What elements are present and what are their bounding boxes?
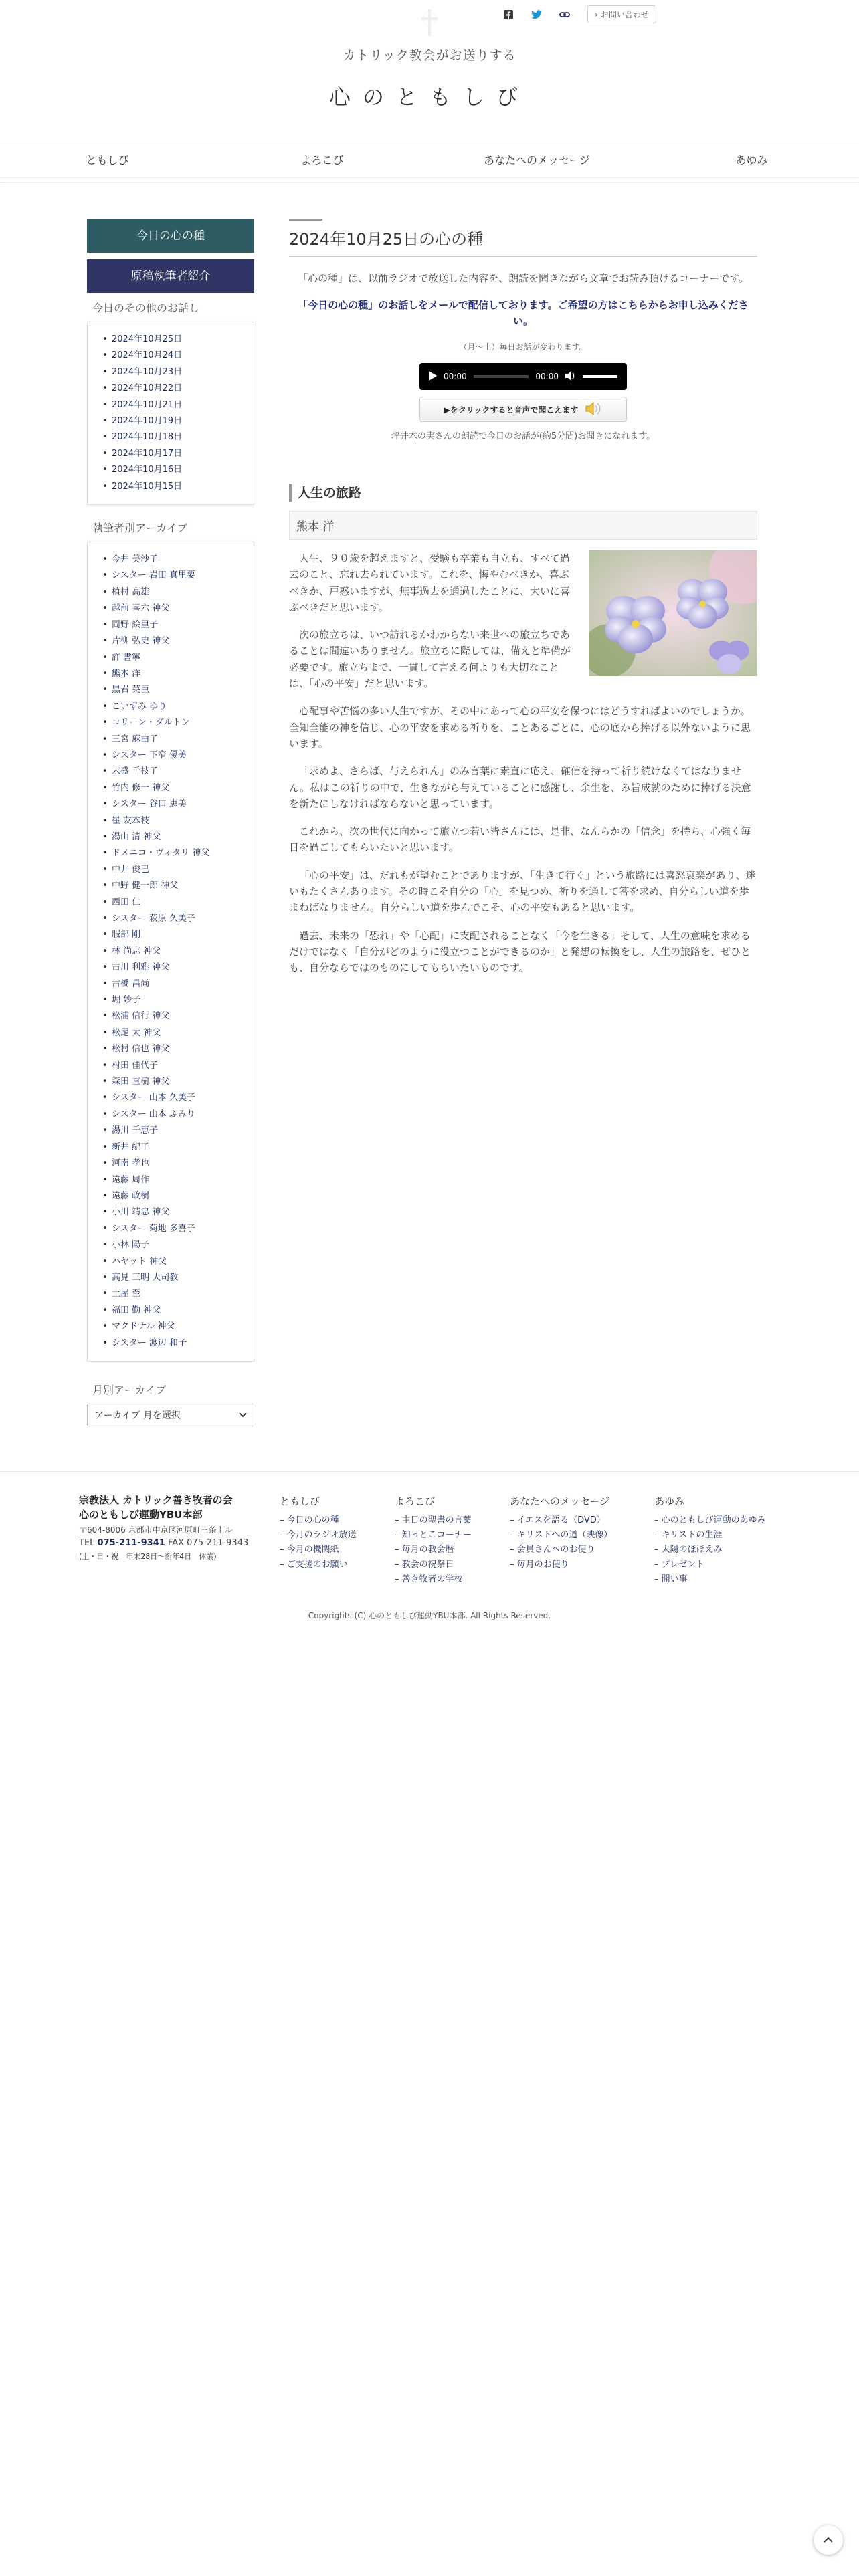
footer-link-list bbox=[280, 1513, 357, 1572]
pansy-flower-image bbox=[589, 550, 757, 676]
author-link[interactable]: • 松浦 信行 神父 bbox=[102, 1008, 246, 1025]
author-link[interactable]: • 今井 美沙子 bbox=[102, 552, 246, 568]
schedule-note: （月〜土）毎日お話が変わります。 bbox=[459, 342, 587, 352]
title-rule bbox=[289, 219, 322, 221]
main-content bbox=[289, 219, 757, 988]
date-link[interactable]: • 2024年10月24日 bbox=[102, 348, 246, 364]
author-link[interactable]: • 中野 健一郎 神父 bbox=[102, 878, 246, 894]
author-link[interactable]: • 片柳 弘史 神父 bbox=[102, 633, 246, 649]
author-link[interactable]: • 林 尚志 神父 bbox=[102, 944, 246, 960]
footer-link[interactable]: – 今日の心の種 bbox=[280, 1513, 357, 1528]
nav-item-ayumi[interactable]: あゆみ bbox=[735, 154, 768, 167]
footer-link[interactable]: – キリストへの道（映像） bbox=[510, 1528, 612, 1543]
author-link[interactable]: • シスター 谷口 恵美 bbox=[102, 796, 246, 813]
article-paragraph: 次の旅立ちは、いつ訪れるかわからない来世への旅立ちであることは間違いありません。旅立ちに際しては、備えと準備が必要です。旅立ちまで、一貫して言える何よりも大切なことは、「心の平安」だと思います。 bbox=[289, 629, 571, 690]
author-link[interactable]: • 松村 信也 神父 bbox=[102, 1041, 246, 1057]
author-name: 熊本 洋 bbox=[289, 511, 757, 540]
back-to-top-button[interactable] bbox=[814, 2525, 843, 2555]
voice-play-button[interactable] bbox=[419, 397, 627, 422]
org-phone bbox=[79, 1537, 260, 1550]
author-link[interactable]: • シスター 萩原 久美子 bbox=[102, 911, 246, 927]
article-paragraph: 「求めよ、さらば、与えられん」のみ言葉に素直に応え、確信を持って祈り続けなくてはなりません。私はこの祈りの中で、生きながら与えていることに感謝し、余生を、み旨成就のために捧げる決意を新たにしなければならないと思っています。 bbox=[289, 765, 751, 810]
author-link[interactable]: • こいずみ ゆり bbox=[102, 699, 246, 715]
footer-column-title[interactable]: よろこび bbox=[395, 1495, 436, 1507]
author-list bbox=[102, 552, 246, 1352]
footer-column-title[interactable]: あゆみ bbox=[654, 1495, 685, 1507]
author-link[interactable]: • 許 書寧 bbox=[102, 650, 246, 666]
footer-link[interactable]: – 毎月のお便り bbox=[510, 1558, 612, 1572]
author-link[interactable]: • 黒岩 英臣 bbox=[102, 682, 246, 698]
facebook-icon[interactable] bbox=[503, 9, 514, 20]
monthly-archive-heading: 月別アーカイブ bbox=[92, 1383, 167, 1396]
volume-slider[interactable] bbox=[583, 375, 617, 378]
business-hours: (土・日・祝 年末28日〜新年4日 休業) bbox=[79, 1552, 217, 1561]
author-link[interactable]: • 高見 三明 大司教 bbox=[102, 1270, 246, 1286]
author-link[interactable]: • 古橋 昌尚 bbox=[102, 976, 246, 992]
footer-column bbox=[280, 1494, 357, 1572]
authors-list-box bbox=[87, 542, 254, 1362]
date-link[interactable]: • 2024年10月18日 bbox=[102, 429, 246, 445]
speaker-icon bbox=[585, 402, 602, 417]
play-icon[interactable] bbox=[429, 371, 437, 383]
org-division: 心のともしび運動YBU本部 bbox=[79, 1509, 203, 1521]
audio-duration: 00:00 bbox=[535, 372, 559, 381]
mail-subscribe-link[interactable]: 「今日の心の種」のお話しをメールで配信しております。ご希望の方はこちらからお申し込みください。 bbox=[298, 299, 749, 327]
social-links bbox=[503, 5, 656, 23]
org-name: 宗教法人 カトリック善き牧者の会 bbox=[79, 1494, 233, 1506]
author-link[interactable]: • 遠藤 政樹 bbox=[102, 1188, 246, 1204]
footer-link[interactable]: – 会員さんへのお便り bbox=[510, 1543, 612, 1558]
footer-link[interactable]: – 知っとこコーナー bbox=[395, 1528, 472, 1543]
author-link[interactable]: • 古川 利雅 神父 bbox=[102, 960, 246, 976]
author-link[interactable]: • 村田 佳代子 bbox=[102, 1058, 246, 1074]
date-link[interactable]: • 2024年10月21日 bbox=[102, 397, 246, 413]
footer-divider bbox=[0, 1471, 859, 1472]
cross-logo-icon bbox=[419, 9, 440, 36]
date-link[interactable]: • 2024年10月16日 bbox=[102, 462, 246, 478]
voice-button-label: ▶をクリックすると音声で聞こえます bbox=[444, 405, 579, 415]
section-heading: 人生の旅路 bbox=[289, 484, 757, 502]
tel-label: TEL bbox=[79, 1538, 95, 1548]
footer-column-title[interactable]: ともしび bbox=[280, 1495, 320, 1507]
author-link[interactable]: • シスター 下窄 優美 bbox=[102, 748, 246, 764]
date-link[interactable]: • 2024年10月19日 bbox=[102, 413, 246, 429]
footer-link-list bbox=[395, 1513, 472, 1587]
footer-link[interactable]: – 教会の祝祭日 bbox=[395, 1558, 472, 1572]
author-link[interactable]: • 湯山 清 神父 bbox=[102, 829, 246, 845]
date-link[interactable]: • 2024年10月15日 bbox=[102, 479, 246, 495]
author-link[interactable]: • 土屋 至 bbox=[102, 1286, 246, 1302]
author-link[interactable]: • 小川 靖忠 神父 bbox=[102, 1204, 246, 1220]
audio-progress[interactable] bbox=[474, 375, 529, 378]
article-paragraph: これから、次の世代に向かって旅立つ若い皆さんには、是非、なんらかの「信念」を持ち、心強く毎日を過ごしてもらいたいと思います。 bbox=[289, 825, 751, 854]
date-list bbox=[102, 332, 246, 495]
article-paragraph: 「心の平安」は、だれもが望むことでありますが、「生きて行く」という旅路には喜怒哀楽があり、迷いもたくさんあります。その時こそ自分の「心」を見つめ、祈りを通して答を求め、自分らしい道を歩まねばなりません。自分らしい道を歩んでこそ、心の平安もあると思います。 bbox=[289, 869, 756, 914]
footer-link[interactable]: – ご支援のお願い bbox=[280, 1558, 357, 1572]
author-link[interactable]: • コリーン・ダルトン bbox=[102, 715, 246, 731]
author-link[interactable]: • 植村 高雄 bbox=[102, 584, 246, 601]
contact-label: お問い合わせ bbox=[600, 10, 649, 19]
main-nav bbox=[0, 144, 859, 177]
author-link[interactable]: • 堀 妙子 bbox=[102, 992, 246, 1008]
today-seed-button[interactable]: 今日の心の種 bbox=[87, 219, 254, 253]
date-link[interactable]: • 2024年10月23日 bbox=[102, 364, 246, 381]
nav-item-yorokobi[interactable]: よろこび bbox=[300, 154, 344, 167]
author-link[interactable]: • 西田 仁 bbox=[102, 895, 246, 911]
author-link[interactable]: • 崔 友本枝 bbox=[102, 813, 246, 829]
author-link[interactable]: • シスター 岩田 真里要 bbox=[102, 568, 246, 584]
reader-note: 坪井木の実さんの朗読で今日のお話が(約5分間)お聞きになれます。 bbox=[391, 431, 656, 441]
chevron-right-icon: › bbox=[595, 9, 598, 19]
audio-player bbox=[419, 363, 627, 390]
article-paragraph: 過去、未来の「恐れ」や「心配」に支配されることなく「今を生きる」そして、人生の意味を求めるだけではなく「自分がどのように役立つことができるのか」と発想の転換をし、人生の旅路を、ぜひとも、自分ならではのものにしてもらいたいものです。 bbox=[289, 929, 751, 974]
article-paragraph: 心配事や苦悩の多い人生ですが、その中にあって心の平安を保つにはどうすればよいのでしょうか。全知全能の神を信じ、心の平安を求める祈りを、ことあるごとに、心の底から捧げる以外ないように思います。 bbox=[289, 705, 751, 750]
author-link[interactable]: • 中井 俊已 bbox=[102, 862, 246, 878]
footer-link[interactable]: – 太陽のほほえみ bbox=[654, 1543, 766, 1558]
author-link[interactable]: • シスター 山本 久美子 bbox=[102, 1090, 246, 1106]
article-body bbox=[289, 550, 757, 976]
author-link[interactable]: • 河南 孝也 bbox=[102, 1156, 246, 1172]
org-address: 〒604-8006 京都市中京区河原町三条上ル bbox=[79, 1525, 233, 1535]
author-link[interactable]: • 末盛 千枝子 bbox=[102, 764, 246, 780]
site-subtitle: カトリック教会がお送りする bbox=[343, 48, 516, 63]
author-link[interactable]: • 新井 紀子 bbox=[102, 1140, 246, 1156]
author-link[interactable]: • 越前 喜六 神父 bbox=[102, 601, 246, 617]
footer-link[interactable]: – 開い事 bbox=[654, 1572, 766, 1587]
footer-link[interactable]: – 今月のラジオ放送 bbox=[280, 1528, 357, 1543]
date-link[interactable]: • 2024年10月22日 bbox=[102, 381, 246, 397]
author-link[interactable]: • 熊本 洋 bbox=[102, 666, 246, 682]
monthly-archive-select[interactable] bbox=[87, 1404, 254, 1426]
audio-current-time: 00:00 bbox=[444, 372, 467, 381]
footer-link-list bbox=[510, 1513, 612, 1572]
author-link[interactable]: • 松尾 太 神父 bbox=[102, 1025, 246, 1041]
date-list-box bbox=[87, 322, 254, 505]
contact-button[interactable] bbox=[587, 5, 656, 23]
post-title: 2024年10月25日の心の種 bbox=[289, 226, 757, 257]
author-link[interactable]: • 岡野 絵里子 bbox=[102, 617, 246, 633]
tel-number[interactable]: 075-211-9341 bbox=[97, 1538, 165, 1548]
twitter-icon[interactable] bbox=[531, 9, 542, 20]
footer-link[interactable]: – 今月の機関紙 bbox=[280, 1543, 357, 1558]
monthly-archive-value: アーカイブ 月を選択 bbox=[94, 1410, 181, 1421]
footer-column bbox=[395, 1494, 472, 1587]
link-icon[interactable] bbox=[559, 9, 570, 20]
nav-item-tomoshibi[interactable]: ともしび bbox=[86, 154, 129, 167]
copyright: Copyrights (C) 心のともしび運動YBU本部. All Rights Reserved. bbox=[308, 1611, 551, 1620]
nav-divider bbox=[0, 182, 859, 183]
author-link[interactable]: • 服部 剛 bbox=[102, 927, 246, 943]
chevron-up-icon bbox=[824, 2537, 833, 2543]
date-link[interactable]: • 2024年10月25日 bbox=[102, 332, 246, 348]
author-link[interactable]: • シスター 渡辺 和子 bbox=[102, 1335, 246, 1352]
author-link[interactable]: • ドメニコ・ヴィタリ 神父 bbox=[102, 845, 246, 861]
author-link[interactable]: • 小林 陽子 bbox=[102, 1237, 246, 1253]
site-title[interactable]: 心のともしび bbox=[328, 84, 530, 110]
footer-link[interactable]: – 毎月の教会暦 bbox=[395, 1543, 472, 1558]
date-link[interactable]: • 2024年10月17日 bbox=[102, 446, 246, 462]
chevron-down-icon bbox=[239, 1410, 247, 1420]
footer-column-title[interactable]: あなたへのメッセージ bbox=[510, 1495, 610, 1507]
footer-link[interactable]: – 善き牧者の学校 bbox=[395, 1572, 472, 1587]
footer-link[interactable]: – プレゼント bbox=[654, 1558, 766, 1572]
author-link[interactable]: • マクドナル 神父 bbox=[102, 1319, 246, 1335]
footer-column bbox=[654, 1494, 766, 1587]
footer-link[interactable]: – イエスを語る（DVD） bbox=[510, 1513, 612, 1528]
author-link[interactable]: • 福田 勤 神父 bbox=[102, 1303, 246, 1319]
author-link[interactable]: • 森田 直樹 神父 bbox=[102, 1074, 246, 1090]
author-link[interactable]: • 湯川 千恵子 bbox=[102, 1123, 246, 1139]
sidebar bbox=[87, 219, 254, 1426]
footer-link[interactable]: – 心のともしび運動のあゆみ bbox=[654, 1513, 766, 1528]
other-stories-heading: 今日のその他のお話し bbox=[92, 302, 200, 314]
author-link[interactable]: • 三宮 麻由子 bbox=[102, 732, 246, 748]
footer-column bbox=[510, 1494, 612, 1572]
author-link[interactable]: • ハヤット 神父 bbox=[102, 1254, 246, 1270]
footer-link[interactable]: – 主日の聖書の言葉 bbox=[395, 1513, 472, 1528]
nav-item-message[interactable]: あなたへのメッセージ bbox=[483, 154, 591, 167]
footer-organization bbox=[79, 1493, 260, 1564]
author-link[interactable]: • シスター 菊地 多喜子 bbox=[102, 1221, 246, 1237]
footer-link[interactable]: – キリストの生涯 bbox=[654, 1528, 766, 1543]
author-link[interactable]: • シスター 山本 ふみり bbox=[102, 1107, 246, 1123]
footer-link-list bbox=[654, 1513, 766, 1587]
article-paragraph: 人生、９０歳を超えますと、受験も卒業も自立も、すべて過去のこと、忘れ去られています。これを、悔やむべきか、喜ぶべきか、戸惑いますが、無事過去を通過したことに、大いに喜ぶべきだと思います。 bbox=[289, 552, 571, 613]
author-link[interactable]: • 遠藤 周作 bbox=[102, 1172, 246, 1188]
author-link[interactable]: • 竹内 修一 神父 bbox=[102, 780, 246, 796]
intro-text: 「心の種」は、以前ラジオで放送した内容を、朗読を聞きながら文章でお読み頂けるコーナーです。 bbox=[298, 272, 749, 284]
authors-archive-heading: 執筆者別アーカイブ bbox=[92, 522, 188, 535]
fax-number: FAX 075-211-9343 bbox=[167, 1538, 249, 1548]
authors-intro-button[interactable]: 原稿執筆者紹介 bbox=[87, 259, 254, 293]
volume-icon[interactable] bbox=[565, 371, 576, 383]
